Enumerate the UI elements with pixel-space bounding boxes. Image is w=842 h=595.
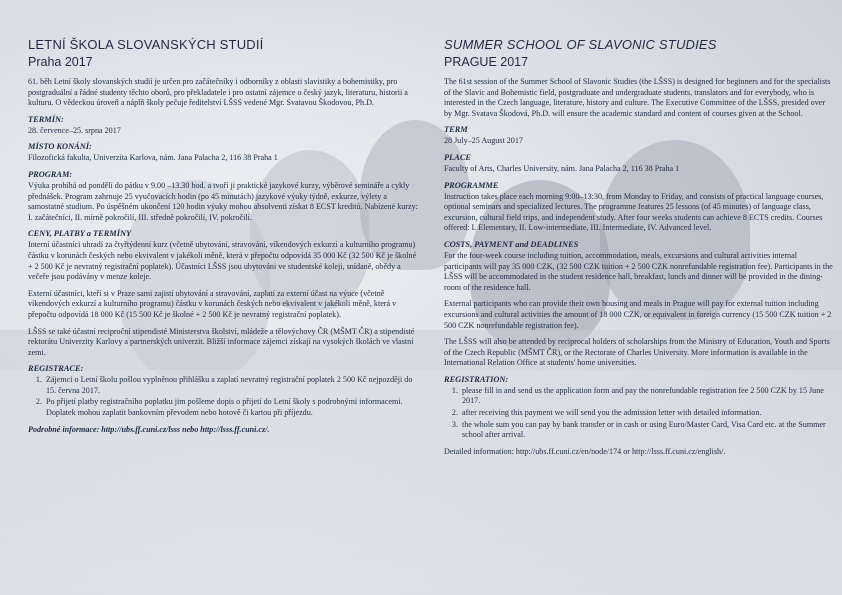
registration-heading: REGISTRACE: — [28, 364, 84, 374]
detail-info-link[interactable]: Podrobné informace: http://ubs.ff.cuni.cz/lsss nebo http://lsss.ff.cuni.cz/. — [28, 424, 270, 434]
list-item: 2. Po přijetí platby registračního poplatku jim pošleme dopis o přijetí do Letní školy s podrobnými informacemi. Doplatek mohou zaplatit bankovním převodem nebo hotově či kartou při příjezdu. — [44, 397, 418, 418]
intro-text: The 61st session of the Summer School of Slavonic Studies (the LŠSS) is designed for beginners and for the specialists of the Slavic and Bohemistic field, postgraduate and undergraduate students, translators and for everybody, who is interested in the Czech language, literature, history and culture. The Executive Committee of the LŠSS, presided over by Mgr. Svatava Škodová, Ph.D. will ensure the academic standard and content of courses given at the School. — [444, 77, 831, 118]
costs-external: Externí účastníci, kteří si v Praze sami zajistí ubytování a stravování, zaplatí za externí účast na výuce (včetně víkendových exkurzí a kulturního programu) částku v korunách českých nebo ekvivalent v jakékoli měně, která v přepočtu odpovídá 18 000 Kč (15 500 Kč je školné + 2 500 Kč je nevratný registrační poplatek). — [28, 288, 397, 319]
costs-external: External participants who can provide their own housing and meals in Prague will pay for external tuition including excursions and cultural activities the amount of 18 000 CZK, or equivalent in foreign currency (15 500 CZK tuition + 2 500 CZK nonrefundable registration fee). — [444, 299, 832, 330]
place-text: Filozofická fakulta, Univerzita Karlova, nám. Jana Palacha 2, 116 38 Praha 1 — [28, 153, 278, 163]
program-heading: PROGRAM: — [28, 169, 73, 179]
place-heading: PLACE — [444, 152, 471, 162]
list-item: 1. Zájemci o Letní školu pošlou vyplněnou přihlášku a zaplatí nevratný registrační poplatek 2 500 Kč nejpozději do 15. června 2017. — [44, 375, 418, 396]
program-text: Instruction takes place each morning 9:00–13:30, from Monday to Friday, and consists of practical language courses, optional seminars and specialized lectures. The programme features 25 lessons (of 45 minutes) of language class, excursion, cultural field trips, and independent study. After four weeks students can achieve 8 ECTS credits. Courses offered: I. Elementary, II. Low-intermediate, III. Intermediate, IV. Advanced level. — [444, 191, 824, 233]
costs-heading: COSTS, PAYMENT and DEADLINES — [444, 239, 579, 249]
list-item: 1. please fill in and send us the application form and pay the nonrefundable registration fee 2 500 CZK by 15 June 2017. — [460, 386, 834, 407]
english-column — [444, 0, 834, 595]
registration-list — [444, 386, 834, 441]
list-item: 3. the whole sum you can pay by bank transfer or in cash or using Euro/Master Card, Visa Card etc. at the Summer school after arrival. — [460, 420, 834, 441]
costs-internal: For the four-week course including tuition, accommodation, meals, excursions and cultural activities internal participants will pay 35 000 CZK, (32 500 CZK tuition + 2 500 CZK nonrefundable registration fee). Participants in the LŠSS will be accommodated in the student residence hall, breakfast, lunch and dinner will be provided in the dining-room of the residence hall. — [444, 250, 833, 292]
program-text: Výuka probíhá od pondělí do pátku v 9.00 –13.30 hod. a tvoří ji praktické jazykové kurzy, výběrové semináře a cykly přednášek. Program zahrnuje 25 vyučovacích hodin (po 45 minutách) jazykové výuky týdně, exkurze, výlety a samostatné studium. Po úspěšném ukončení 120 hodin výuky mohou absolventi získat 8 ECST kreditů. Nabízené kurzy: I. začátečníci, II. mírně pokročilí, III. středně pokročilí, IV. pokročilí. — [28, 180, 418, 222]
list-item: 2. after receiving this payment we will send you the admission letter with detailed information. — [460, 408, 834, 419]
term-text: 28 July–25 August 2017 — [444, 136, 523, 146]
costs-internal: Interní účastníci uhradí za čtyřtýdenní kurz (včetně ubytování, stravování, víkendových exkurzí a kulturního programu) částku v korunách českých nebo ekvivalent v jakékoli měně, která v přepočtu odpovídá 35 000 Kč (32 500 Kč je školné + 2 500 Kč je nevratný registrační poplatek). Účastníci LŠSS jsou ubytováni ve studentské koleji, snídaně, obědy a večeře jsou podávány v menze koleje. — [28, 240, 417, 282]
costs-heading: CENY, PLATBY a TERMÍNY — [28, 229, 132, 239]
program-heading: PROGRAMME — [444, 180, 499, 190]
page-title: SUMMER SCHOOL OF SLAVONIC STUDIES — [444, 37, 717, 52]
subtitle-city: Praha 2017 — [28, 55, 93, 69]
registration-heading: REGISTRATION: — [444, 374, 509, 384]
detail-info-link[interactable]: Detailed information: http://ubs.ff.cuni.cz/en/node/174 or http://lsss.ff.cuni.cz/english/. — [444, 446, 726, 456]
page-title: LETNÍ ŠKOLA SLOVANSKÝCH STUDIÍ — [28, 37, 264, 52]
term-heading: TERM — [444, 125, 468, 135]
costs-scholarship: The LŠSS will also be attended by reciprocal holders of scholarships from the Ministry of Education, Youth and Sports of the Czech Republic (MŠMT ČR), or the Rectorate of Charles University. More information is available in the International Relation Office at students' home universities. — [444, 337, 830, 368]
place-heading: MÍSTO KONÁNÍ: — [28, 142, 92, 152]
registration-list — [28, 375, 418, 418]
subtitle-city: PRAGUE 2017 — [444, 55, 529, 69]
czech-column — [28, 0, 418, 595]
place-text: Faculty of Arts, Charles University, nám. Jana Palacha 2, 116 38 Praha 1 — [444, 163, 680, 173]
intro-text: 61. běh Letní školy slovanských studií je určen pro začátečníky i odborníky z oblasti slavistiky a bohemistiky, pro postgraduální a řádné studenty těchto oborů, pro překladatele i pro ostatní zájemce o český jazyk, literaturu, historii a kulturu. O vědeckou úroveň a náplň školy pečuje ředitelství LŠSS vedené Mgr. Svatavou Škodovou, Ph.D. — [28, 77, 408, 108]
term-text: 28. července–25. srpna 2017 — [28, 125, 121, 135]
term-heading: TERMÍN: — [28, 114, 64, 124]
costs-scholarship: LŠSS se také účastní reciproční stipendisté Ministerstva školství, mládeže a tělovýchovy ČR (MŠMT ČR) a stipendisté rektorátu Univerzity Karlovy a partnerských univerzit. Bližší informace zájemci získají na vysokých školách ve vlastní zemi. — [28, 326, 415, 357]
